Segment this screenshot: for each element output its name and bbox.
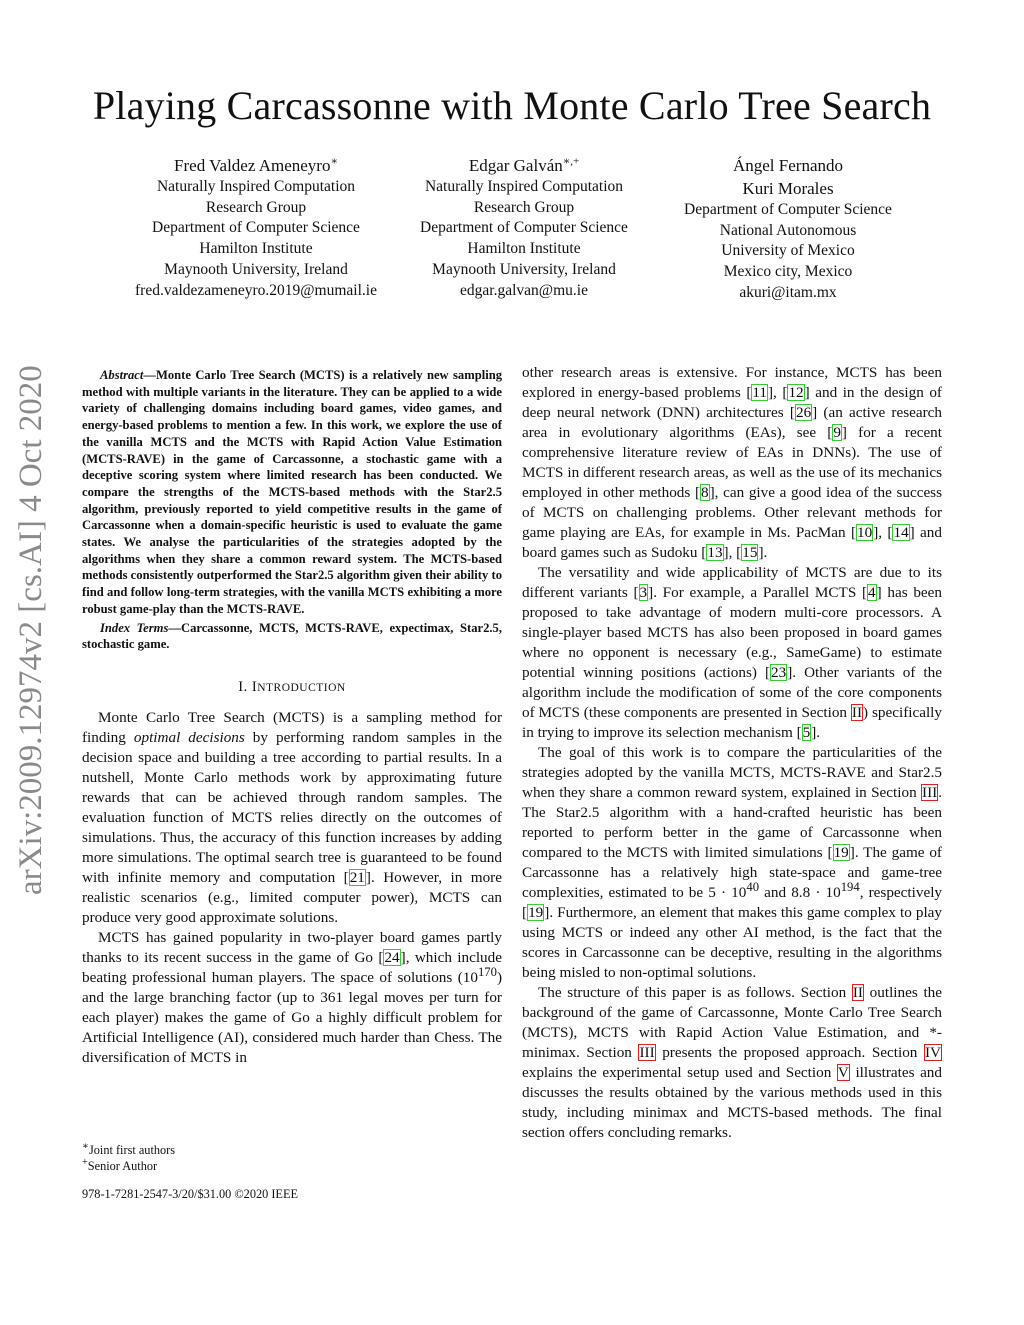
- section-ref-link[interactable]: III: [922, 784, 938, 801]
- author-email[interactable]: akuri@itam.mx: [739, 283, 837, 301]
- author-name: Edgar Galván∗,+: [468, 155, 580, 175]
- section-ref-link[interactable]: II: [852, 984, 863, 1001]
- author-name-continued: Kuri Morales: [742, 179, 834, 198]
- right-paragraph-1: other research areas is extensive. For instance, MCTS has been explored in energy-based problems [11], [12] and in the design of deep neural network (DNN) architectures [26] (an active research area in evolutionary algorithms (EAs), see [9] for a recent comprehensive literature review of EAs in DNNs). The use of MCTS in different research areas, as well as the use of its mechanics employed in other methods [8], can give a good idea of the success of MCTS on challenging problems. Other relevant methods for game playing are EAs, for example in Ms. PacMan [10], [14] and board games such as Sudoku [13], [15].: [522, 364, 943, 561]
- citation-link[interactable]: 21: [349, 868, 365, 886]
- abstract: Abstract—Monte Carlo Tree Search (MCTS) is a relatively new sampling method with multiple variants in the literature. They can be applied to a wide variety of challenging domains including board games, video games, and energy-based problems to mention a few. In this work, we explore the use of the vanilla MCTS and the MCTS with Rapid Action Value Estimation (MCTS-RAVE) in the game of Carcassonne, a stochastic game with a deceptive scoring system where limited research has been conducted. We compare the strengths of the MCTS-based methods with the Star2.5 algorithm, previously reported to yield competitive results in the game of Carcassonne when a domain-specific heuristic is used to evaluate the game states. We analyse the particularities of the strategies adopted by the algorithms when they share a common reward system. The MCTS-based methods consistently outperformed the Star2.5 algorithm given their ability to find and follow long-term strategies, with the vanilla MCTS exhibiting a more robust game-play than the MCTS-RAVE.: [82, 368, 502, 616]
- right-paragraph-4: The structure of this paper is as follows. Section II outlines the background of the game of Carcassonne, Monte Carlo Tree Search (MCTS), MCTS with Rapid Action Value Estimation, and *-minimax. Section III presents the proposed approach. Section IV explains the experimental setup used and Section V illustrates and discusses the results obtained by the various methods used in this study, including minimax and MCTS-based methods. The final section offers concluding remarks.: [522, 984, 943, 1141]
- citation-link[interactable]: 14: [893, 524, 909, 541]
- intro-paragraph-2: MCTS has gained popularity in two-player board games partly thanks to its recent success in the game of Go [24], which include beating professional human players. The space of solutions $(10^{170})$ and the large branching factor (up to 361 legal moves per turn for each player) makes the game of Go a highly difficult problem for Artificial Intelligence (AI), considered much harder than Chess. The diversification of MCTS in: [82, 928, 502, 1066]
- author-email[interactable]: edgar.galvan@mu.ie: [460, 281, 588, 299]
- citation-link[interactable]: 5: [802, 724, 811, 741]
- citation-link[interactable]: 23: [771, 664, 787, 681]
- citation-link[interactable]: 19: [833, 844, 849, 861]
- section-ref-link[interactable]: II: [851, 704, 863, 721]
- footnote-joint-authors: ∗Joint first authors: [82, 1140, 176, 1157]
- left-column: [82, 367, 502, 1068]
- section-ref-link[interactable]: V: [837, 1064, 849, 1081]
- citation-link[interactable]: 24: [384, 948, 400, 966]
- right-column: [522, 363, 942, 1143]
- author-name: Fred Valdez Ameneyro∗: [174, 155, 338, 175]
- author-affiliation-line: University of Mexico: [721, 242, 855, 260]
- abstract-label: Abstract: [100, 368, 144, 382]
- citation-link[interactable]: 3: [639, 584, 648, 601]
- citation-link[interactable]: 13: [707, 544, 723, 561]
- citation-link[interactable]: 12: [788, 384, 804, 401]
- index-terms: Index Terms—Carcassonne, MCTS, MCTS-RAVE, expectimax, Star2.5, stochastic game.: [82, 620, 502, 652]
- author-block-2: [384, 154, 664, 301]
- arxiv-identifier[interactable]: arXiv:2009.12974v2 [cs.AI] 4 Oct 2020: [13, 365, 49, 895]
- citation-link[interactable]: 15: [742, 544, 758, 561]
- author-affiliation-line: Mexico city, Mexico: [723, 263, 853, 281]
- section-ref-link[interactable]: IV: [924, 1044, 941, 1061]
- author-affiliation-line: Research Group: [473, 198, 575, 216]
- author-affiliation-line: Maynooth University, Ireland: [432, 260, 616, 278]
- author-affiliation-line: Research Group: [205, 198, 307, 216]
- author-affiliation-line: Naturally Inspired Computation: [424, 178, 624, 195]
- author-affiliation-line: National Autonomous: [719, 221, 857, 239]
- author-affiliation-line: Department of Computer Science: [420, 219, 628, 237]
- footnote-senior-author: +Senior Author: [82, 1156, 158, 1173]
- citation-link[interactable]: 26: [795, 404, 812, 421]
- citation-link[interactable]: 11: [752, 384, 767, 401]
- intro-paragraph-1: Monte Carlo Tree Search (MCTS) is a sampling method for finding optimal decisions by performing random samples in the decision space and building a tree according to partial results. In a nutshell, Monte Carlo methods work by approximating future rewards that can be achieved through random samples. The evaluation function of MCTS relies directly on the outcomes of simulations. Thus, the accuracy of this function increases by adding more simulations. The optimal search tree is guaranteed to be found with infinite memory and computation [21]. However, in more realistic scenarios (e.g., limited computer power), MCTS can produce very good approximate solutions.: [82, 708, 502, 926]
- citation-link[interactable]: 8: [701, 484, 709, 501]
- author-affiliation-line: Department of Computer Science: [152, 219, 360, 237]
- section-ref-link[interactable]: III: [639, 1044, 655, 1061]
- right-paragraph-3: The goal of this work is to compare the particularities of the strategies adopted by the vanilla MCTS, MCTS-RAVE and Star2.5 when they share a common reward system, explained in Section III. The Star2.5 algorithm with a hand-crafted heuristic has been reported to perform better in the game of Carcassonne when compared to the MCTS with limited simulations [19]. The game of Carcassonne has a relatively high state-space and game-tree complexities, estimated to be $5 \cdot 10^{40}$ and $8.8 \cdot 10^{194}$, respectively [19]. Furthermore, an element that makes this game complex to play using MCTS or indeed any other AI method, is the fact that the scores in Carcassonne can be deceptive, resulting in the algorithms being misled to non-optimal solutions.: [522, 744, 943, 981]
- citation-link[interactable]: 9: [833, 424, 841, 441]
- citation-link[interactable]: 10: [857, 524, 873, 541]
- author-affiliation-line: Naturally Inspired Computation: [156, 178, 356, 195]
- author-name: Ángel Fernando: [732, 156, 843, 175]
- right-paragraph-2: The versatility and wide applicability of MCTS are due to its different variants [3]. For example, a Parallel MCTS [4] has been proposed to take advantage of modern multi-core processors. A single-player based MCTS has also been proposed in board games where no opponent is necessary (e.g., SameGame) to estimate potential winning positions (actions) [23]. Other variants of the algorithm include the modification of some of the core components of MCTS (these components are presented in Section II) specifically in trying to improve its selection mechanism [5].: [522, 564, 942, 741]
- author-affiliation-line: Hamilton Institute: [199, 240, 313, 258]
- author-affiliation-line: Hamilton Institute: [467, 240, 581, 258]
- footnotes: [82, 1142, 175, 1174]
- section-heading-introduction: I. INTRODUCTION: [238, 678, 346, 695]
- author-email[interactable]: fred.valdezameneyro.2019@mumail.ie: [135, 281, 377, 299]
- author-block-3: [648, 154, 928, 304]
- citation-link[interactable]: 19: [528, 904, 544, 921]
- paper-title: Playing Carcassonne with Monte Carlo Tree Search: [92, 83, 932, 128]
- author-affiliation-line: Department of Computer Science: [684, 201, 892, 218]
- citation-link[interactable]: 4: [868, 584, 876, 601]
- author-affiliation-line: Maynooth University, Ireland: [164, 260, 348, 278]
- index-terms-label: Index Terms: [100, 620, 169, 635]
- author-block-1: [116, 154, 396, 301]
- copyright-notice: 978-1-7281-2547-3/20/$31.00 ©2020 IEEE: [82, 1187, 298, 1201]
